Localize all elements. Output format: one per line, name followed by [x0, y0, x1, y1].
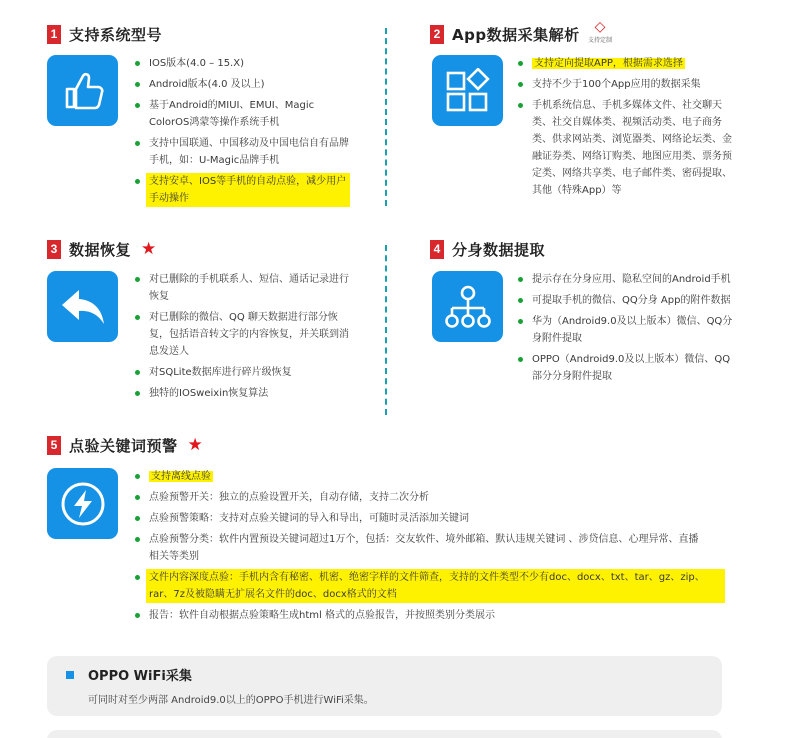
list-item: 手机系统信息、手机多媒体文件、社交聊天类、社交自媒体类、视频活动类、电子商务类、供求网站类、浏览器类、网络论坛类、金融证券类、网络订购类、地图应用类、票务预定类、网络共享类、电子邮件类、密码提取、其他（特殊App）等	[518, 97, 733, 199]
star-icon: ★	[187, 434, 203, 455]
column-divider	[385, 245, 387, 415]
list-item: 点验预警开关：独立的点验设置开关，自动存储，支持二次分析	[135, 489, 725, 506]
list-item: 可提取手机的微信、QQ分身 App的附件数据	[518, 292, 733, 309]
section-supported-models	[47, 23, 162, 45]
list-item: 基于Android的MIUI、EMUI、Magic ColorOS鸿蒙等操作系统手机	[135, 97, 350, 131]
section-keyword-alert	[47, 434, 203, 456]
list-item: OPPO（Android9.0及以上版本）微信、QQ 部分分身附件提取	[518, 351, 733, 385]
section-title: 数据恢复	[69, 240, 132, 259]
list-item-highlighted: 支持离线点验	[135, 468, 725, 485]
supported-models-list	[135, 55, 350, 211]
data-recovery-list	[135, 271, 350, 406]
section-number-badge: 3	[47, 240, 61, 259]
section-title: App数据采集解析	[452, 25, 580, 44]
section-header	[47, 238, 156, 260]
list-item: 独特的IOSweixin恢复算法	[135, 385, 350, 402]
list-item: 报告：软件自动根据点验策略生成html 格式的点验报告，并按照类别分类展示	[135, 607, 725, 624]
lightning-icon	[47, 468, 118, 539]
hierarchy-icon	[432, 271, 503, 342]
list-item: 华为（Android9.0及以上版本）微信、QQ分身附件提取	[518, 313, 733, 347]
section-app-data	[430, 23, 580, 45]
section-header	[430, 23, 580, 45]
clone-extraction-list	[518, 271, 733, 389]
list-item-highlighted: 支持安卓、IOS等手机的自动点验，减少用户手动操作	[135, 173, 350, 207]
section-title: 点验关键词预警	[69, 436, 178, 455]
list-item: 支持中国联通、中国移动及中国电信自有品牌手机，如：U-Magic品牌手机	[135, 135, 350, 169]
diamond-icon: ◇	[594, 19, 606, 35]
list-item: IOS版本(4.0 – 15.X)	[135, 55, 350, 72]
oppo-wifi-card	[47, 656, 722, 716]
section-header	[47, 23, 162, 45]
wifi-card-description: 可同时对至少两部 Android9.0以上的OPPO手机进行WiFi采集。	[88, 695, 374, 706]
section-number-badge: 1	[47, 25, 61, 44]
list-item-highlighted: 文件内容深度点验：手机内含有秘密、机密、绝密字样的文件筛查，支持的文件类型不少有doc、docx、txt、tar、gz、zip、rar、7z及被隐瞒无扩展名文件的doc、docx格式的文档	[135, 569, 725, 603]
column-divider	[385, 28, 387, 206]
section-title: 支持系统型号	[69, 25, 163, 44]
next-card-partial	[47, 730, 722, 738]
section-number-badge: 2	[430, 25, 444, 44]
list-item: 对已删除的手机联系人、短信、通话记录进行恢复	[135, 271, 350, 305]
keyword-alert-list	[135, 468, 725, 628]
list-item: 点验预警策略：支持对点验关键词的导入和导出，可随时灵活添加关键词	[135, 510, 725, 527]
list-item: 对SQLite数据库进行碎片级恢复	[135, 364, 350, 381]
app-data-list	[518, 55, 733, 203]
list-item: 对已删除的微信、QQ 聊天数据进行部分恢复，包括语音转文字的内容恢复，并关联到消息发送人	[135, 309, 350, 360]
list-item: 支持不少于100个App应用的数据采集	[518, 76, 733, 93]
section-header	[430, 238, 545, 260]
list-item-highlighted: 支持定向提取APP，根据需求选择	[518, 55, 733, 72]
apps-grid-icon	[432, 55, 503, 126]
list-item: Android版本(4.0 及以上)	[135, 76, 350, 93]
section-number-badge: 4	[430, 240, 444, 259]
list-item: 点验预警分类：软件内置预设关键词超过1万个，包括：交友软件、境外邮箱、默认违规关键词 、涉贷信息、心理异常、直播相关等类别	[135, 531, 725, 565]
custom-support-badge	[588, 20, 612, 44]
list-item: 提示存在分身应用、隐私空间的Android手机	[518, 271, 733, 288]
thumbs-up-icon	[47, 55, 118, 126]
section-clone-extraction	[430, 238, 545, 260]
wifi-card-title: OPPO WiFi采集	[88, 669, 192, 684]
section-title: 分身数据提取	[452, 240, 546, 259]
star-icon: ★	[141, 238, 157, 259]
section-header	[47, 434, 203, 456]
badge-label: 支持定制	[588, 37, 613, 44]
section-data-recovery	[47, 238, 156, 260]
section-number-badge: 5	[47, 436, 61, 455]
square-bullet-icon	[66, 671, 74, 679]
reply-arrow-icon	[47, 271, 118, 342]
